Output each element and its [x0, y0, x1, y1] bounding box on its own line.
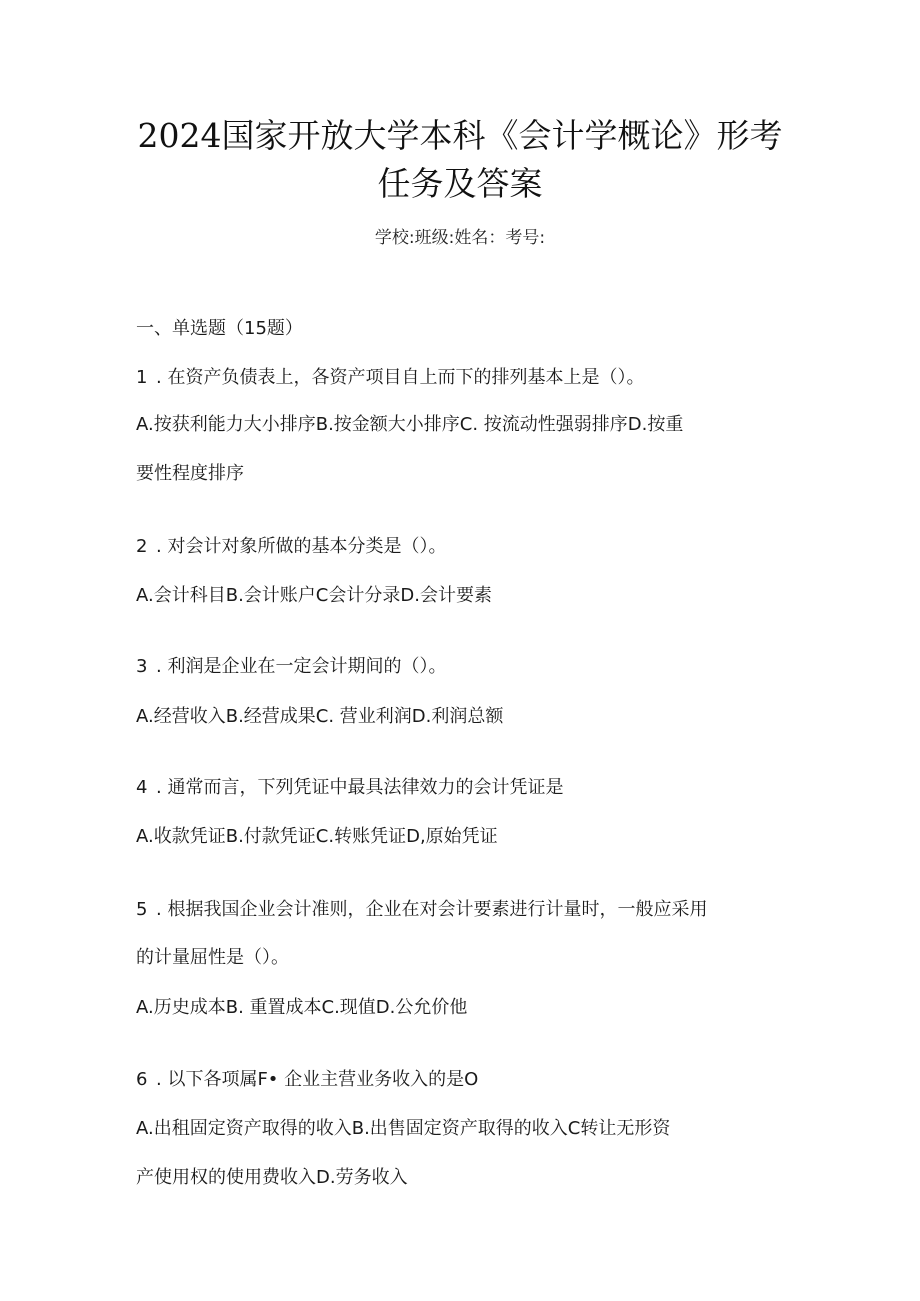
question-text: . 对会计对象所做的基本分类是（）。: [156, 536, 447, 557]
question-number: 2: [136, 536, 148, 557]
question-2-options: A.会计科目B.会计账户C会计分录D.会计要素: [136, 585, 492, 606]
section-heading: 一、单选题（15题）: [136, 318, 303, 339]
question-6-stem: [136, 1067, 478, 1093]
question-number: 5: [136, 899, 148, 920]
question-3-stem: [136, 654, 446, 680]
question-1-stem: [136, 365, 644, 391]
question-text: . 通常而言，下列凭证中最具法律效力的会计凭证是: [156, 777, 564, 798]
question-text: . 在资产负债表上，各资产项目自上而下的排列基本上是（）。: [156, 367, 645, 388]
question-4-options: A.收款凭证B.付款凭证C.转账凭证D,原始凭证: [136, 826, 498, 847]
student-info-line: 学校:班级:姓名：考号:: [374, 228, 546, 248]
question-number: 6: [136, 1069, 148, 1090]
question-number: 1: [136, 367, 148, 388]
question-2-stem: [136, 534, 446, 560]
question-text: . 利润是企业在一定会计期间的（）。: [156, 656, 447, 677]
question-1-options-cont: 要性程度排序: [136, 463, 244, 484]
question-6-options: A.出租固定资产取得的收入B.出售固定资产取得的收入C转让无形资: [136, 1118, 671, 1139]
question-5-stem-cont: 的计量屈性是（）。: [136, 947, 289, 968]
question-number: 3: [136, 656, 148, 677]
question-5-stem: [136, 897, 707, 923]
question-3-options: A.经营收入B.经营成果C. 营业利润D.利润总额: [136, 706, 504, 727]
question-4-stem: [136, 775, 563, 801]
document-title-line-2: 任务及答案: [377, 164, 543, 203]
question-number: 4: [136, 777, 148, 798]
question-1-options: A.按获利能力大小排序B.按金额大小排序C. 按流动性强弱排序D.按重: [136, 414, 684, 435]
document-title-line-1: 2024国家开放大学本科《会计学概论》形考: [137, 116, 783, 155]
question-6-options-cont: 产使用权的使用费收入D.劳务收入: [136, 1167, 408, 1188]
question-text: . 以下各项属F• 企业主营业务收入的是O: [156, 1069, 479, 1090]
question-text: . 根据我国企业会计准则，企业在对会计要素进行计量时，一般应采用: [156, 899, 708, 920]
question-5-options: A.历史成本B. 重置成本C.现值D.公允价他: [136, 997, 468, 1018]
